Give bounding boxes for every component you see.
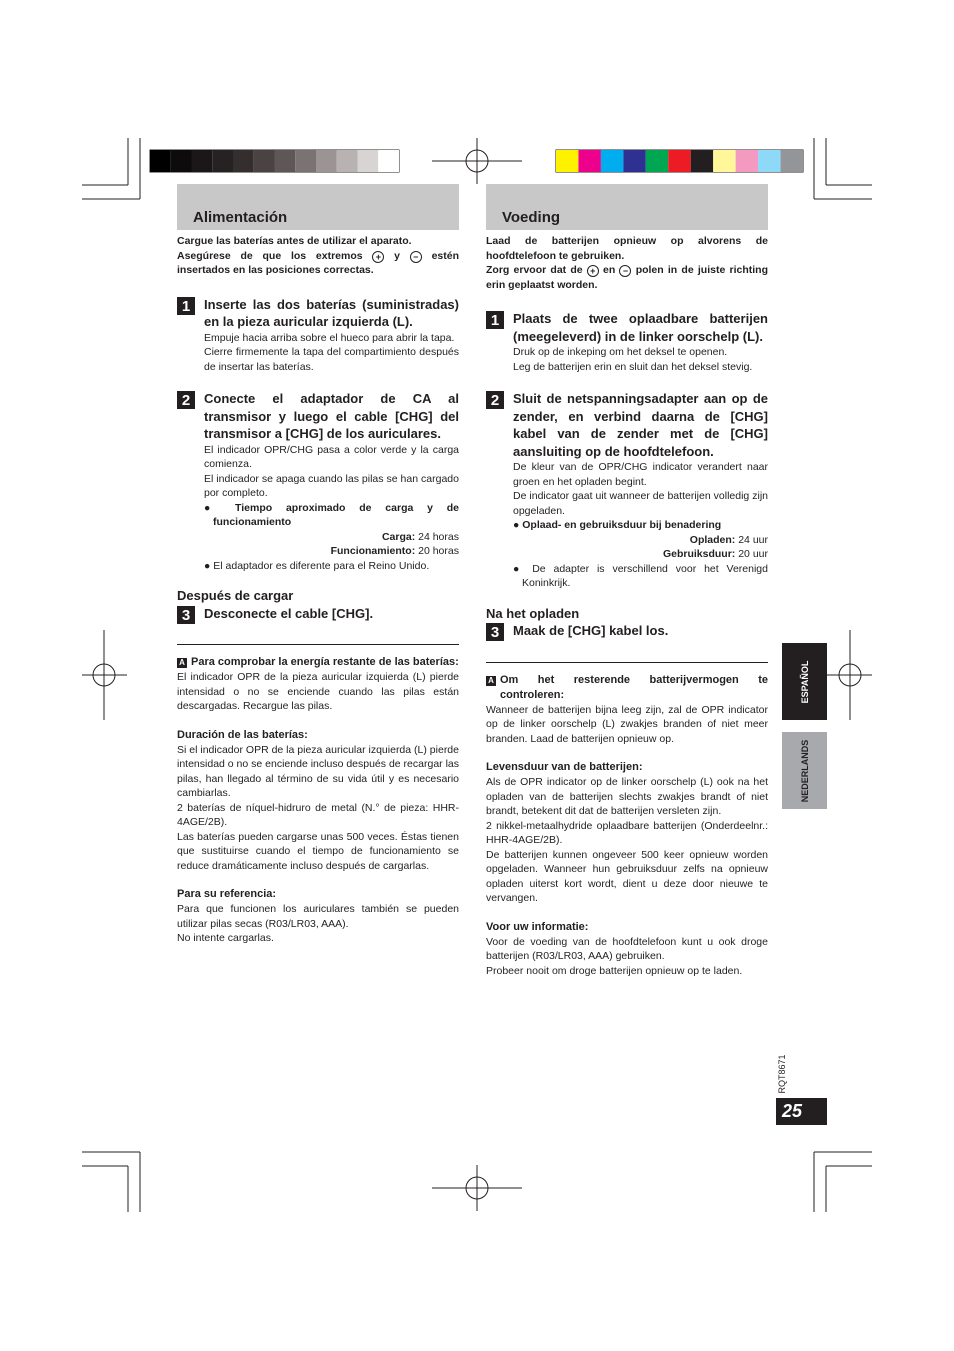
step-number: 1 [177,297,195,315]
color-swatch [713,150,735,172]
step-number: 3 [177,606,195,624]
color-swatch [623,150,645,172]
step-number: 2 [177,391,195,409]
step-number: 3 [486,623,504,641]
color-swatch [378,150,399,172]
color-swatch [601,150,623,172]
duration-heading-es: Duración de las baterías: [177,728,308,741]
step-3-es [177,605,459,623]
column-es: Cargue las baterías antes de utilizar el aparato. Asegúrese de que los extremos + y − estén insertados en las posiciones correctas. 1 Inserte las dos baterías (suministradas) en la pieza auricular izquierda (L). Empuje hacia arriba sobre el hueco para abrir la tapa. Cierre firmemente la tapa del compartimiento después de insertar las baterías. 2 Conecte el adaptador de CA al transmisor y luego el cable [CHG] del transmisor a [CHG] de los auriculares. El indicador OPR/CHG pasa a color verde y la carga comienza. El indicador se apaga cuando las pilas se han cargado por completo. ● Tiempo aproximado de carga y de funcionamiento Carga: 24 horas Funcionamiento: 20 horas ● El adaptador es diferente para el Reino Unido. Después de cargar 3 Desconecte el cable [CHG]. A Para comprobar la energía restante de las baterías: El indicador OPR de la pieza auricular izquierda (L) pierde intensidad o no se enciende cuando las pilas están descargadas. Recargue las pilas. Duración de las baterías: Si el indicador OPR de la pieza auricular izquierda (L) pierde intensidad o no se enciende incluso después de recargar las pilas, han llegado al término de su vida útil y es necesario cambiarlas. 2 baterías de níquel-hidruro de metal (N.° de pieza: HHR-4AGE/2B). Las baterías pueden cargarse unas 500 veces. Éstas tienen que sustituirse cuando el tiempo de funcionamiento se reduce dramáticamente incluso después de cargarlas. Para su referencia: Para que funcionen los auriculares también se pueden utilizar pilas secas (R03/LR03, AAA). No intente cargarlas. [177,235,459,944]
plus-icon: + [372,251,384,263]
color-swatch [646,150,668,172]
step-title: Conecte el adaptador de CA al transmisor y luego el cable [CHG] del transmisor a [CHG] de los auriculares. [204,391,459,441]
color-swatch [295,150,316,172]
color-swatch [358,150,379,172]
step-title: Sluit de netspanningsadapter aan op de zender, en verbind daarna de [CHG] kabel van de zender met de [CHG] aansluiting op de hoofdtelefoon. [513,391,768,459]
reference-heading-nl: Voor uw informatie: [486,920,589,933]
section-header-nl [486,184,768,230]
color-swatch [691,150,713,172]
battery-check-heading-es: A Para comprobar la energía restante de las baterías: [177,655,459,670]
color-swatch [668,150,690,172]
a-label-icon: A [486,676,496,686]
bullet-item: ● De adapter is verschillend voor het Verenigd Koninkrijk. [513,562,768,589]
color-swatch [758,150,780,172]
step-title: Maak de [CHG] kabel los. [513,623,669,638]
minus-icon: − [410,251,422,263]
intro-es: Cargue las baterías antes de utilizar el aparato. Asegúrese de que los extremos + y − estén insertados en las posiciones correctas. [177,235,459,276]
step-title: Inserte las dos baterías (suministradas) en la pieza auricular izquierda (L). [204,296,459,329]
color-swatch [254,150,275,172]
color-swatch [171,150,192,172]
color-swatch [212,150,233,172]
section-header-es [177,184,459,230]
page-number: 25 [776,1098,827,1125]
tab-espanol: ESPAÑOL [782,643,827,720]
color-swatch [556,150,578,172]
section-title-nl: Voeding [502,209,561,226]
step-number: 1 [486,311,504,329]
step-2-es: 2 Conecte el adaptador de CA al transmisor y luego el cable [CHG] del transmisor a [CHG] de los auriculares. El indicador OPR/CHG pasa a color verde y la carga comienza. El indicador se apaga cuando las pilas se han cargado por completo. ● Tiempo aproximado de carga y de funcionamiento Carga: 24 horas Funcionamiento: 20 horas ● El adaptador es diferente para el Reino Unido. [177,390,459,573]
color-swatch [316,150,337,172]
column-nl: Laad de batterijen opnieuw op alvorens de hoofdtelefoon te gebruiken. Zorg ervoor dat de + en − polen in de juiste richting erin geplaatst worden. 1 Plaats de twee oplaadbare batterijen (meegeleverd) in de linker oorschelp (L). Druk op de inkeping om het deksel te openen. Leg de batterijen erin en sluit dan het deksel stevig. 2 Sluit de netspanningsadapter aan op de zender, en verbind daarna de [CHG] kabel van de zender met de [CHG] aansluiting op de hoofdtelefoon. De kleur van de OPR/CHG indicator verandert naar groen en het opladen begint. De indicator gaat uit wanneer de batterijen volledig zijn opgeladen. ● Oplaad- en gebruiksduur bij benadering Opladen: 24 uur Gebruiksduur: 20 uur ● De adapter is verschillend voor het Verenigd Koninkrijk. Na het opladen 3 Maak de [CHG] kabel los. A Om het resterende batterijvermogen te controleren: Wanneer de batterijen bijna leeg zijn, zal de OPR indicator op de linker oorschelp (L) zwakjes branden of niet meer branden. Laad de batterijen opnieuw op. Levensduur van de batterijen: Als de OPR indicator op de linker oorschelp (L) ook na het opladen van de batterijen slechts zwakjes brandt of niet brandt, betekent dit dat de batterijen versleten zijn. 2 nikkel-metaalhydride oplaadbare batterijen (Onderdeelnr.: HHR-4AGE/2B). De batterijen kunnen ongeveer 500 keer opnieuw worden opgeladen. Wanneer hun gebruiksduur zelfs na opnieuw opladen uiterst kort wordt, dient u deze door nieuwe te vervangen. Voor uw informatie: Voor de voeding van de hoofdtelefoon kunt u ook droge batterijen (R03/LR03, AAA) gebruiken. Probeer nooit om droge batterijen opnieuw op te laden. [486,235,768,977]
color-swatch [337,150,358,172]
divider [486,662,768,663]
color-swatch [150,150,171,172]
divider [177,644,459,645]
bullet-item: ● Tiempo aproximado de carga y de funcionamiento [204,501,459,528]
color-swatch [578,150,600,172]
step-number: 2 [486,391,504,409]
color-swatch [736,150,758,172]
step-1-es: 1 Inserte las dos baterías (suministradas) en la pieza auricular izquierda (L). Empuje hacia arriba sobre el hueco para abrir la tapa. Cierre firmemente la tapa del compartimiento después de insertar las baterías. [177,296,459,375]
step-title: Desconecte el cable [CHG]. [204,605,374,621]
tab-nederlands: NEDERLANDS [782,732,827,809]
duration-heading-nl: Levensduur van de batterijen: [486,761,643,773]
plus-icon: + [587,265,599,277]
bullet-item: ● El adaptador es diferente para el Reino Unido. [204,559,430,572]
a-label-icon: A [177,658,187,668]
color-swatch [192,150,213,172]
color-swatch [781,150,803,172]
step-3-nl [486,622,768,640]
minus-icon: − [619,265,631,277]
step-title: Plaats de twee oplaadbare batterijen (meegeleverd) in de linker oorschelp (L). [513,311,768,344]
step-2-nl: 2 Sluit de netspanningsadapter aan op de zender, en verbind daarna de [CHG] kabel van de zender met de [CHG] aansluiting op de hoofdtelefoon. De kleur van de OPR/CHG indicator verandert naar groen en het opladen begint. De indicator gaat uit wanneer de batterijen volledig zijn opgeladen. ● Oplaad- en gebruiksduur bij benadering Opladen: 24 uur Gebruiksduur: 20 uur ● De adapter is verschillend voor het Verenigd Koninkrijk. [486,390,768,591]
color-swatch [233,150,254,172]
color-calibration-bar-right [556,150,803,172]
after-heading-es: Después de cargar [177,588,294,603]
section-title-es: Alimentación [193,209,288,226]
document-code: RQT8671 [777,1054,787,1094]
intro-nl: Laad de batterijen opnieuw op alvorens de hoofdtelefoon te gebruiken. Zorg ervoor dat de + en − polen in de juiste richting erin geplaatst worden. [486,235,768,291]
color-calibration-bar-left [150,150,399,172]
after-heading-nl: Na het opladen [486,605,580,621]
bullet-item: ● Oplaad- en gebruiksduur bij benadering [513,519,722,531]
battery-check-heading-nl: A Om het resterende batterijvermogen te controleren: [486,673,768,703]
color-swatch [275,150,296,172]
reference-heading-es: Para su referencia: [177,888,277,900]
step-1-nl: 1 Plaats de twee oplaadbare batterijen (meegeleverd) in de linker oorschelp (L). Druk op de inkeping om het deksel te openen. Leg de batterijen erin en sluit dan het deksel stevig. [486,310,768,374]
